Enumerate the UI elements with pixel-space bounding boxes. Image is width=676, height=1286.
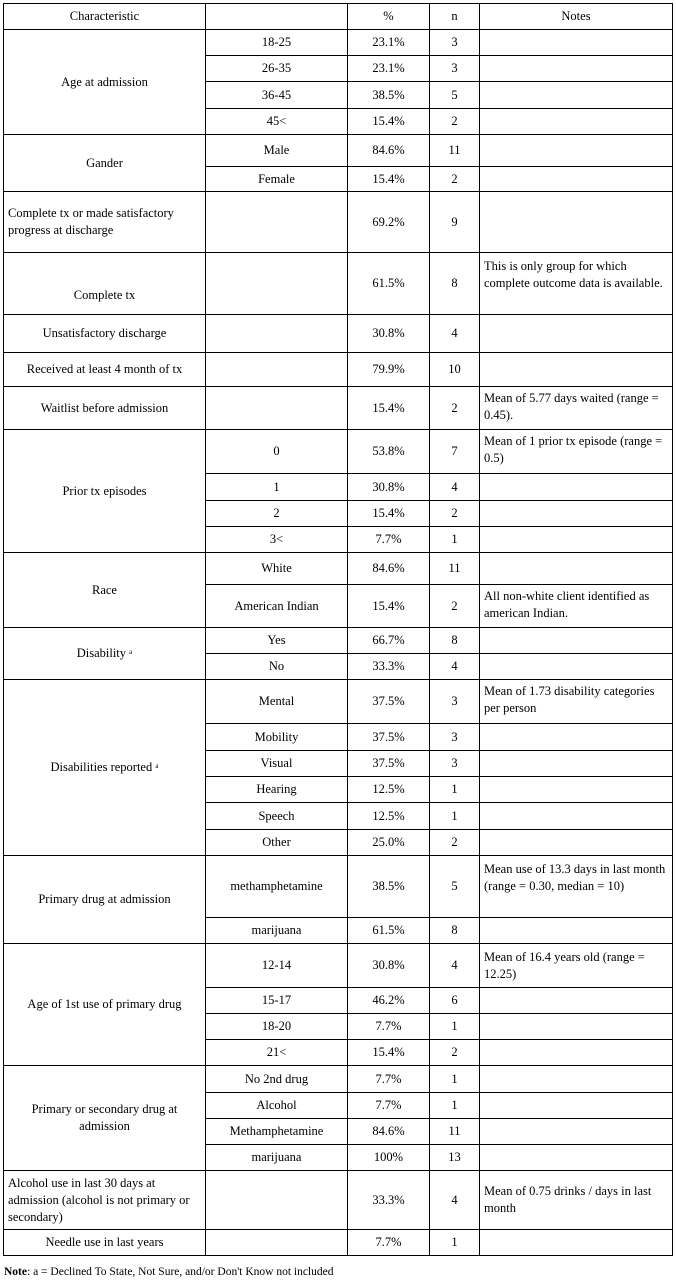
note [480, 830, 673, 856]
subcategory: Other [206, 830, 348, 856]
percent-value: 7.7% [348, 1066, 430, 1093]
subcategory: 18-25 [206, 30, 348, 56]
note [480, 751, 673, 777]
n-value: 3 [430, 751, 480, 777]
note: This is only group for which complete outcome data is available. [480, 253, 673, 315]
percent-value: 7.7% [348, 1093, 430, 1119]
row-label-age-first-use: Age of 1st use of primary drug [4, 944, 206, 1066]
row-label-disabilities-reported [4, 680, 206, 856]
percent-value: 23.1% [348, 30, 430, 56]
note [480, 1066, 673, 1093]
percent-value: 12.5% [348, 803, 430, 830]
table-row [4, 387, 673, 430]
percent-value: 15.4% [348, 1040, 430, 1066]
subcategory [206, 192, 348, 253]
percent-value: 53.8% [348, 430, 430, 474]
subcategory: Visual [206, 751, 348, 777]
n-value: 8 [430, 253, 480, 315]
note [480, 474, 673, 501]
subcategory [206, 315, 348, 353]
n-value: 1 [430, 1230, 480, 1256]
row-label-race: Race [4, 553, 206, 628]
subcategory: 36-45 [206, 82, 348, 109]
n-value: 3 [430, 724, 480, 751]
note [480, 315, 673, 353]
n-value: 2 [430, 387, 480, 430]
header-row [4, 4, 673, 30]
n-value: 11 [430, 553, 480, 585]
n-value: 8 [430, 628, 480, 654]
subcategory [206, 1171, 348, 1230]
n-value: 2 [430, 1040, 480, 1066]
subcategory: Mobility [206, 724, 348, 751]
subcategory: 0 [206, 430, 348, 474]
n-value: 1 [430, 1066, 480, 1093]
footnote-text: : a = Declined To State, Not Sure, and/or Don't Know not included [27, 1266, 334, 1278]
row-label-alcohol30: Alcohol use in last 30 days at admission (alcohol is not primary or secondary) [4, 1171, 206, 1230]
header-percent: % [348, 4, 430, 30]
n-value: 1 [430, 1014, 480, 1040]
n-value: 3 [430, 56, 480, 82]
percent-value: 37.5% [348, 680, 430, 724]
note [480, 1119, 673, 1145]
note [480, 82, 673, 109]
percent-value: 37.5% [348, 724, 430, 751]
n-value: 5 [430, 82, 480, 109]
row-label-primary-secondary: Primary or secondary drug at admission [4, 1066, 206, 1171]
percent-value: 84.6% [348, 1119, 430, 1145]
percent-value: 30.8% [348, 315, 430, 353]
n-value: 3 [430, 680, 480, 724]
row-label-prior: Prior tx episodes [4, 430, 206, 553]
percent-value: 84.6% [348, 553, 430, 585]
row-label-waitlist: Waitlist before admission [4, 387, 206, 430]
percent-value: 15.4% [348, 387, 430, 430]
percent-value: 33.3% [348, 1171, 430, 1230]
subcategory: marijuana [206, 1145, 348, 1171]
subcategory: marijuana [206, 918, 348, 944]
row-label-disability [4, 628, 206, 680]
note [480, 988, 673, 1014]
table-row [4, 192, 673, 253]
subcategory: Yes [206, 628, 348, 654]
percent-value: 7.7% [348, 1230, 430, 1256]
note [480, 109, 673, 135]
percent-value: 38.5% [348, 856, 430, 918]
subcategory: methamphetamine [206, 856, 348, 918]
note [480, 501, 673, 527]
note: Mean of 16.4 years old (range = 12.25) [480, 944, 673, 988]
percent-value: 7.7% [348, 1014, 430, 1040]
note [480, 654, 673, 680]
n-value: 2 [430, 109, 480, 135]
subcategory: Hearing [206, 777, 348, 803]
percent-value: 12.5% [348, 777, 430, 803]
n-value: 11 [430, 1119, 480, 1145]
table-row [4, 944, 673, 988]
subcategory [206, 253, 348, 315]
table-row [4, 1230, 673, 1256]
note [480, 527, 673, 553]
note: Mean of 1.73 disability categories per person [480, 680, 673, 724]
header-notes: Notes [480, 4, 673, 30]
footnote-label: Note [4, 1266, 27, 1278]
percent-value: 46.2% [348, 988, 430, 1014]
subcategory: Alcohol [206, 1093, 348, 1119]
row-label-complete: Complete tx [4, 253, 206, 315]
n-value: 4 [430, 944, 480, 988]
n-value: 2 [430, 585, 480, 628]
note [480, 135, 673, 167]
note [480, 1230, 673, 1256]
n-value: 11 [430, 135, 480, 167]
n-value: 8 [430, 918, 480, 944]
row-label-primary-drug: Primary drug at admission [4, 856, 206, 944]
note [480, 724, 673, 751]
subcategory: Male [206, 135, 348, 167]
n-value: 1 [430, 777, 480, 803]
note: Mean of 1 prior tx episode (range = 0.5) [480, 430, 673, 474]
percent-value: 61.5% [348, 253, 430, 315]
percent-value: 7.7% [348, 527, 430, 553]
row-label-unsatisfactory: Unsatisfactory discharge [4, 315, 206, 353]
table-row [4, 253, 673, 315]
subcategory: 3< [206, 527, 348, 553]
n-value: 2 [430, 167, 480, 192]
subcategory: No 2nd drug [206, 1066, 348, 1093]
disabilities-reported-label-text: Disabilities reported [50, 760, 153, 774]
subcategory: 18-20 [206, 1014, 348, 1040]
note [480, 167, 673, 192]
table-row [4, 430, 673, 474]
note [480, 918, 673, 944]
note [480, 628, 673, 654]
note [480, 1014, 673, 1040]
subcategory: Methamphetamine [206, 1119, 348, 1145]
percent-value: 30.8% [348, 944, 430, 988]
n-value: 4 [430, 474, 480, 501]
n-value: 7 [430, 430, 480, 474]
note: Mean of 0.75 drinks / days in last month [480, 1171, 673, 1230]
percent-value: 15.4% [348, 501, 430, 527]
subcategory: 12-14 [206, 944, 348, 988]
subcategory: No [206, 654, 348, 680]
n-value: 10 [430, 353, 480, 387]
percent-value: 25.0% [348, 830, 430, 856]
n-value: 3 [430, 30, 480, 56]
n-value: 1 [430, 527, 480, 553]
n-value: 9 [430, 192, 480, 253]
note [480, 192, 673, 253]
row-label-age: Age at admission [4, 30, 206, 135]
footnote-marker: a [155, 762, 159, 770]
table-row [4, 315, 673, 353]
percent-value: 66.7% [348, 628, 430, 654]
table-footnote [4, 1266, 334, 1278]
n-value: 1 [430, 803, 480, 830]
subcategory: Mental [206, 680, 348, 724]
percent-value: 69.2% [348, 192, 430, 253]
subcategory: Speech [206, 803, 348, 830]
percent-value: 37.5% [348, 751, 430, 777]
percent-value: 100% [348, 1145, 430, 1171]
n-value: 4 [430, 654, 480, 680]
header-characteristic: Characteristic [4, 4, 206, 30]
subcategory: 21< [206, 1040, 348, 1066]
subcategory: 1 [206, 474, 348, 501]
row-label-received4: Received at least 4 month of tx [4, 353, 206, 387]
n-value: 4 [430, 315, 480, 353]
subcategory [206, 387, 348, 430]
table-row [4, 553, 673, 585]
percent-value: 23.1% [348, 56, 430, 82]
subcategory [206, 353, 348, 387]
subcategory: 15-17 [206, 988, 348, 1014]
header-subcategory [206, 4, 348, 30]
table-row [4, 30, 673, 56]
table-row [4, 628, 673, 654]
subcategory: 2 [206, 501, 348, 527]
footnote-marker: a [129, 648, 133, 656]
row-label-gender: Gander [4, 135, 206, 192]
percent-value: 38.5% [348, 82, 430, 109]
n-value: 2 [430, 830, 480, 856]
row-label-complete-or-progress: Complete tx or made satisfactory progress at discharge [4, 192, 206, 253]
subcategory: American Indian [206, 585, 348, 628]
n-value: 1 [430, 1093, 480, 1119]
note: All non-white client identified as american Indian. [480, 585, 673, 628]
n-value: 13 [430, 1145, 480, 1171]
n-value: 6 [430, 988, 480, 1014]
percent-value: 15.4% [348, 585, 430, 628]
subcategory [206, 1230, 348, 1256]
percent-value: 79.9% [348, 353, 430, 387]
table-row [4, 680, 673, 724]
note: Mean use of 13.3 days in last month (range = 0.30, median = 10) [480, 856, 673, 918]
note [480, 803, 673, 830]
subcategory: Female [206, 167, 348, 192]
note: Mean of 5.77 days waited (range = 0.45). [480, 387, 673, 430]
percent-value: 33.3% [348, 654, 430, 680]
characteristics-table [3, 3, 673, 1256]
disability-label-text: Disability [76, 646, 127, 660]
note [480, 1040, 673, 1066]
n-value: 5 [430, 856, 480, 918]
note [480, 30, 673, 56]
table-row [4, 1171, 673, 1230]
percent-value: 15.4% [348, 167, 430, 192]
percent-value: 15.4% [348, 109, 430, 135]
table-row [4, 1066, 673, 1093]
subcategory: White [206, 553, 348, 585]
subcategory: 26-35 [206, 56, 348, 82]
row-label-needle: Needle use in last years [4, 1230, 206, 1256]
percent-value: 30.8% [348, 474, 430, 501]
n-value: 4 [430, 1171, 480, 1230]
subcategory: 45< [206, 109, 348, 135]
note [480, 56, 673, 82]
note [480, 1145, 673, 1171]
table-row [4, 856, 673, 918]
table-row [4, 135, 673, 167]
note [480, 353, 673, 387]
note [480, 1093, 673, 1119]
table-row [4, 353, 673, 387]
header-n: n [430, 4, 480, 30]
note [480, 777, 673, 803]
n-value: 2 [430, 501, 480, 527]
percent-value: 61.5% [348, 918, 430, 944]
percent-value: 84.6% [348, 135, 430, 167]
note [480, 553, 673, 585]
